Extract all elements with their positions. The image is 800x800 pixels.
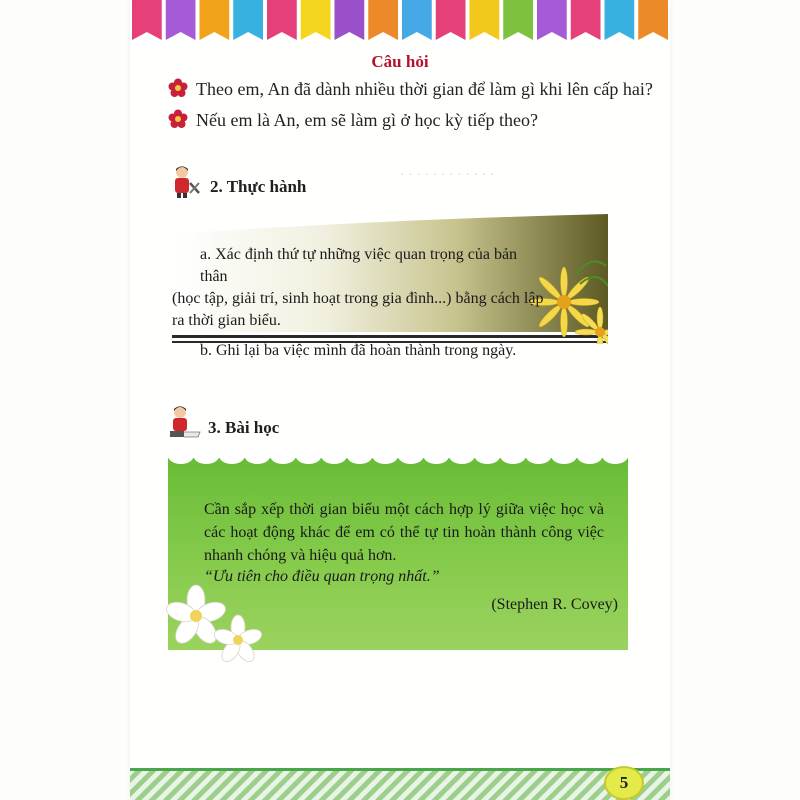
bunting-banner: [130, 0, 670, 48]
bunting-flag: [368, 0, 398, 40]
scallop: [398, 448, 424, 464]
practice-line-a3: ra thời gian biểu.: [172, 312, 281, 329]
bunting-flag: [166, 0, 196, 40]
boy-reading-icon: [166, 404, 202, 440]
bunting-flag: [470, 0, 500, 40]
practice-title: 2. Thực hành: [210, 177, 307, 196]
scallop: [168, 448, 194, 464]
scallop: [449, 448, 475, 464]
practice-line-a2: (học tập, giải trí, sinh hoạt trong gia đình...) bằng cách lập: [172, 290, 544, 307]
bleed-through-text: · · · · · · · · · · · ·: [400, 168, 495, 183]
practice-line-b: b. Ghi lại ba việc mình đã hoàn thành trong ngày.: [200, 342, 517, 359]
bunting-flag: [301, 0, 331, 40]
bunting-flag: [267, 0, 297, 40]
lesson-text: Cần sắp xếp thời gian biểu một cách hợp lý giữa việc học và các hoạt động khác để em có thể tự tin hoàn thành công việc nhanh chóng và hiệu quả hơn.: [204, 501, 604, 564]
bunting-flag: [605, 0, 635, 40]
flower-bullet-icon: [168, 78, 188, 98]
question-text: Nếu em là An, em sẽ làm gì ở học kỳ tiếp theo?: [196, 110, 538, 130]
scallop: [372, 448, 398, 464]
bunting-flag: [503, 0, 533, 40]
lesson-quote: “Ưu tiên cho điều quan trọng nhất.”: [204, 568, 440, 585]
question-item: [168, 109, 538, 131]
scallop: [296, 448, 322, 464]
scallop: [194, 448, 220, 464]
scallop: [219, 448, 245, 464]
scallop: [245, 448, 271, 464]
lesson-title: 3. Bài học: [208, 418, 280, 437]
scallop: [475, 448, 501, 464]
scallop: [321, 448, 347, 464]
bottom-decorative-band: [130, 762, 670, 800]
bunting-flag: [436, 0, 466, 40]
boy-with-tools-icon: [166, 163, 202, 199]
practice-text: [172, 244, 545, 362]
flower-bullet-icon: [168, 109, 188, 129]
scallop: [551, 448, 577, 464]
bunting-flag: [200, 0, 230, 40]
bunting-flag: [537, 0, 567, 40]
practice-line-a1: a. Xác định thứ tự những việc quan trọng của bản thân: [200, 246, 518, 285]
scallop: [270, 448, 296, 464]
page-number: 5: [604, 766, 644, 800]
bunting-flag: [638, 0, 668, 40]
scallop: [526, 448, 552, 464]
bunting-flag: [402, 0, 432, 40]
scallop: [500, 448, 526, 464]
bunting-flag: [132, 0, 162, 40]
lesson-scallop-edge: [168, 448, 628, 470]
bunting-flag: [335, 0, 365, 40]
scallop: [602, 448, 628, 464]
bunting-flag: [233, 0, 263, 40]
bunting-flag: [571, 0, 601, 40]
questions-heading: Câu hỏi: [371, 52, 429, 71]
scallop: [424, 448, 450, 464]
scallop: [577, 448, 603, 464]
question-item: [168, 78, 653, 100]
scallop: [347, 448, 373, 464]
lesson-author: (Stephen R. Covey): [491, 596, 618, 613]
plumeria-flowers-decoration: [160, 580, 270, 670]
question-text: Theo em, An đã dành nhiều thời gian để làm gì khi lên cấp hai?: [196, 79, 653, 99]
